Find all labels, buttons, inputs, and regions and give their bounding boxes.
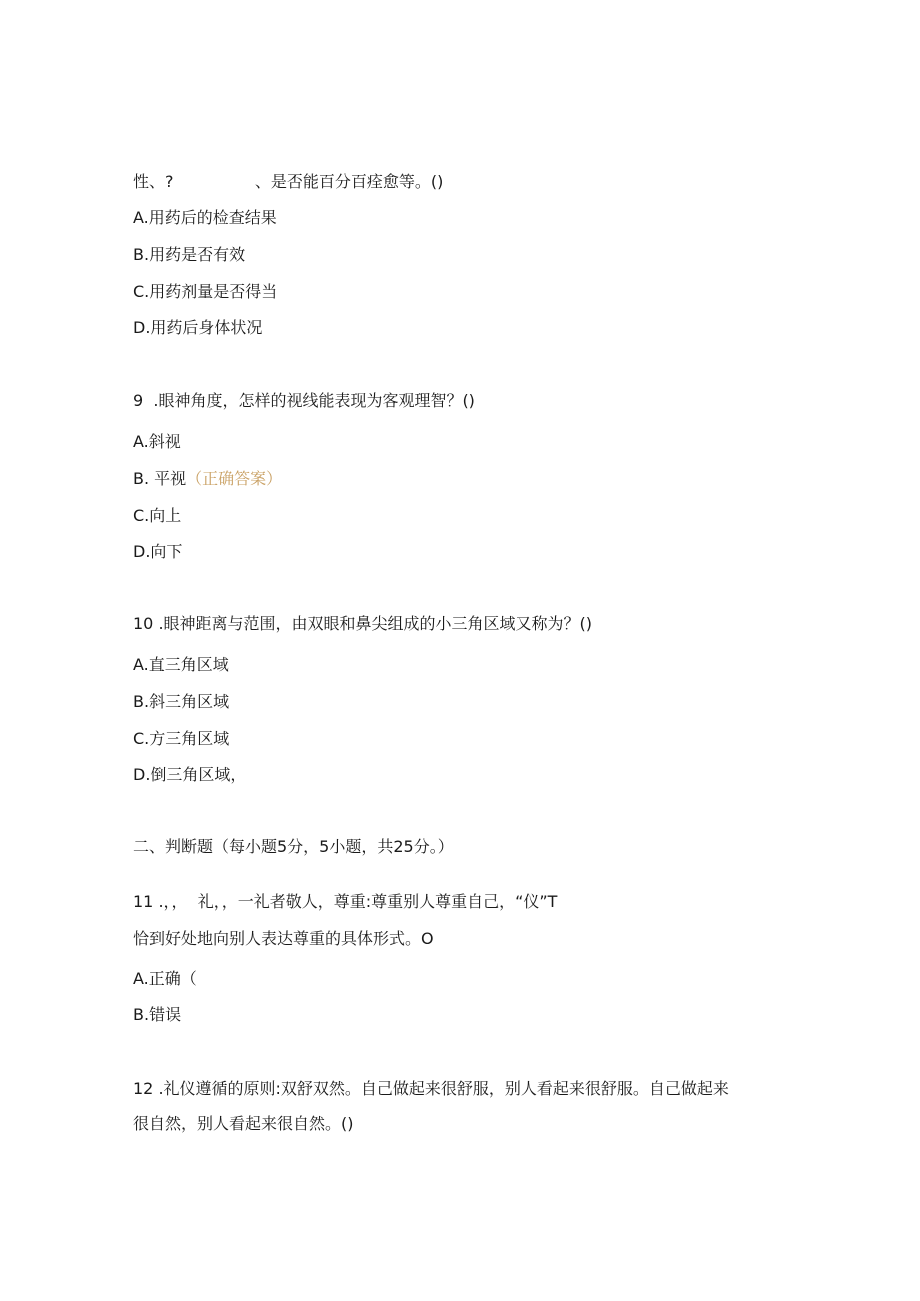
q12-stem-line1: 12 .礼仪遵循的原则:双舒双然。自己做起来很舒服，别人看起来很舒服。自己做起来	[133, 1079, 729, 1098]
q9-option-b: B. 平视	[133, 469, 187, 488]
correct-answer-mark: （正确答案）	[186, 469, 283, 488]
q9-option-a: A.斜视	[133, 432, 181, 451]
q9-stem: 9 .眼神角度，怎样的视线能表现为客观理智？()	[133, 391, 475, 410]
q8-option-b: B.用药是否有效	[133, 245, 246, 264]
q10-option-b: B.斜三角区域	[133, 692, 230, 711]
q11-option-a: A.正确（	[133, 969, 197, 988]
q10-option-a: A.直三角区域	[133, 655, 229, 674]
section-heading: 二、判断题（每小题5分，5小题，共25分。）	[133, 837, 454, 856]
q10-option-d: D.倒三角区域，	[133, 765, 247, 784]
q9-option-c: C.向上	[133, 506, 182, 525]
q9-option-d: D.向下	[133, 542, 183, 561]
q10-option-c: C.方三角区域	[133, 729, 230, 748]
q11-option-b: B.错误	[133, 1005, 182, 1024]
q12-stem-line2: 很自然，别人看起来很自然。()	[133, 1114, 354, 1133]
q11-stem-line1: 11 .，， 礼，，一礼者敬人，尊重:尊重别人尊重自己，“仪”T	[133, 892, 558, 911]
q10-stem: 10 .眼神距离与范围，由双眼和鼻尖组成的小三角区域又称为？()	[133, 614, 593, 633]
q8-option-a: A.用药后的检查结果	[133, 208, 277, 227]
q8-option-d: D.用药后身体状况	[133, 318, 263, 337]
q11-stem-line2: 恰到好处地向别人表达尊重的具体形式。O	[133, 929, 434, 948]
q8-stem: 性、? 、是否能百分百痊愈等。()	[133, 172, 444, 191]
q8-option-c: C.用药剂量是否得当	[133, 282, 278, 301]
q9-option-b-row	[133, 469, 282, 489]
